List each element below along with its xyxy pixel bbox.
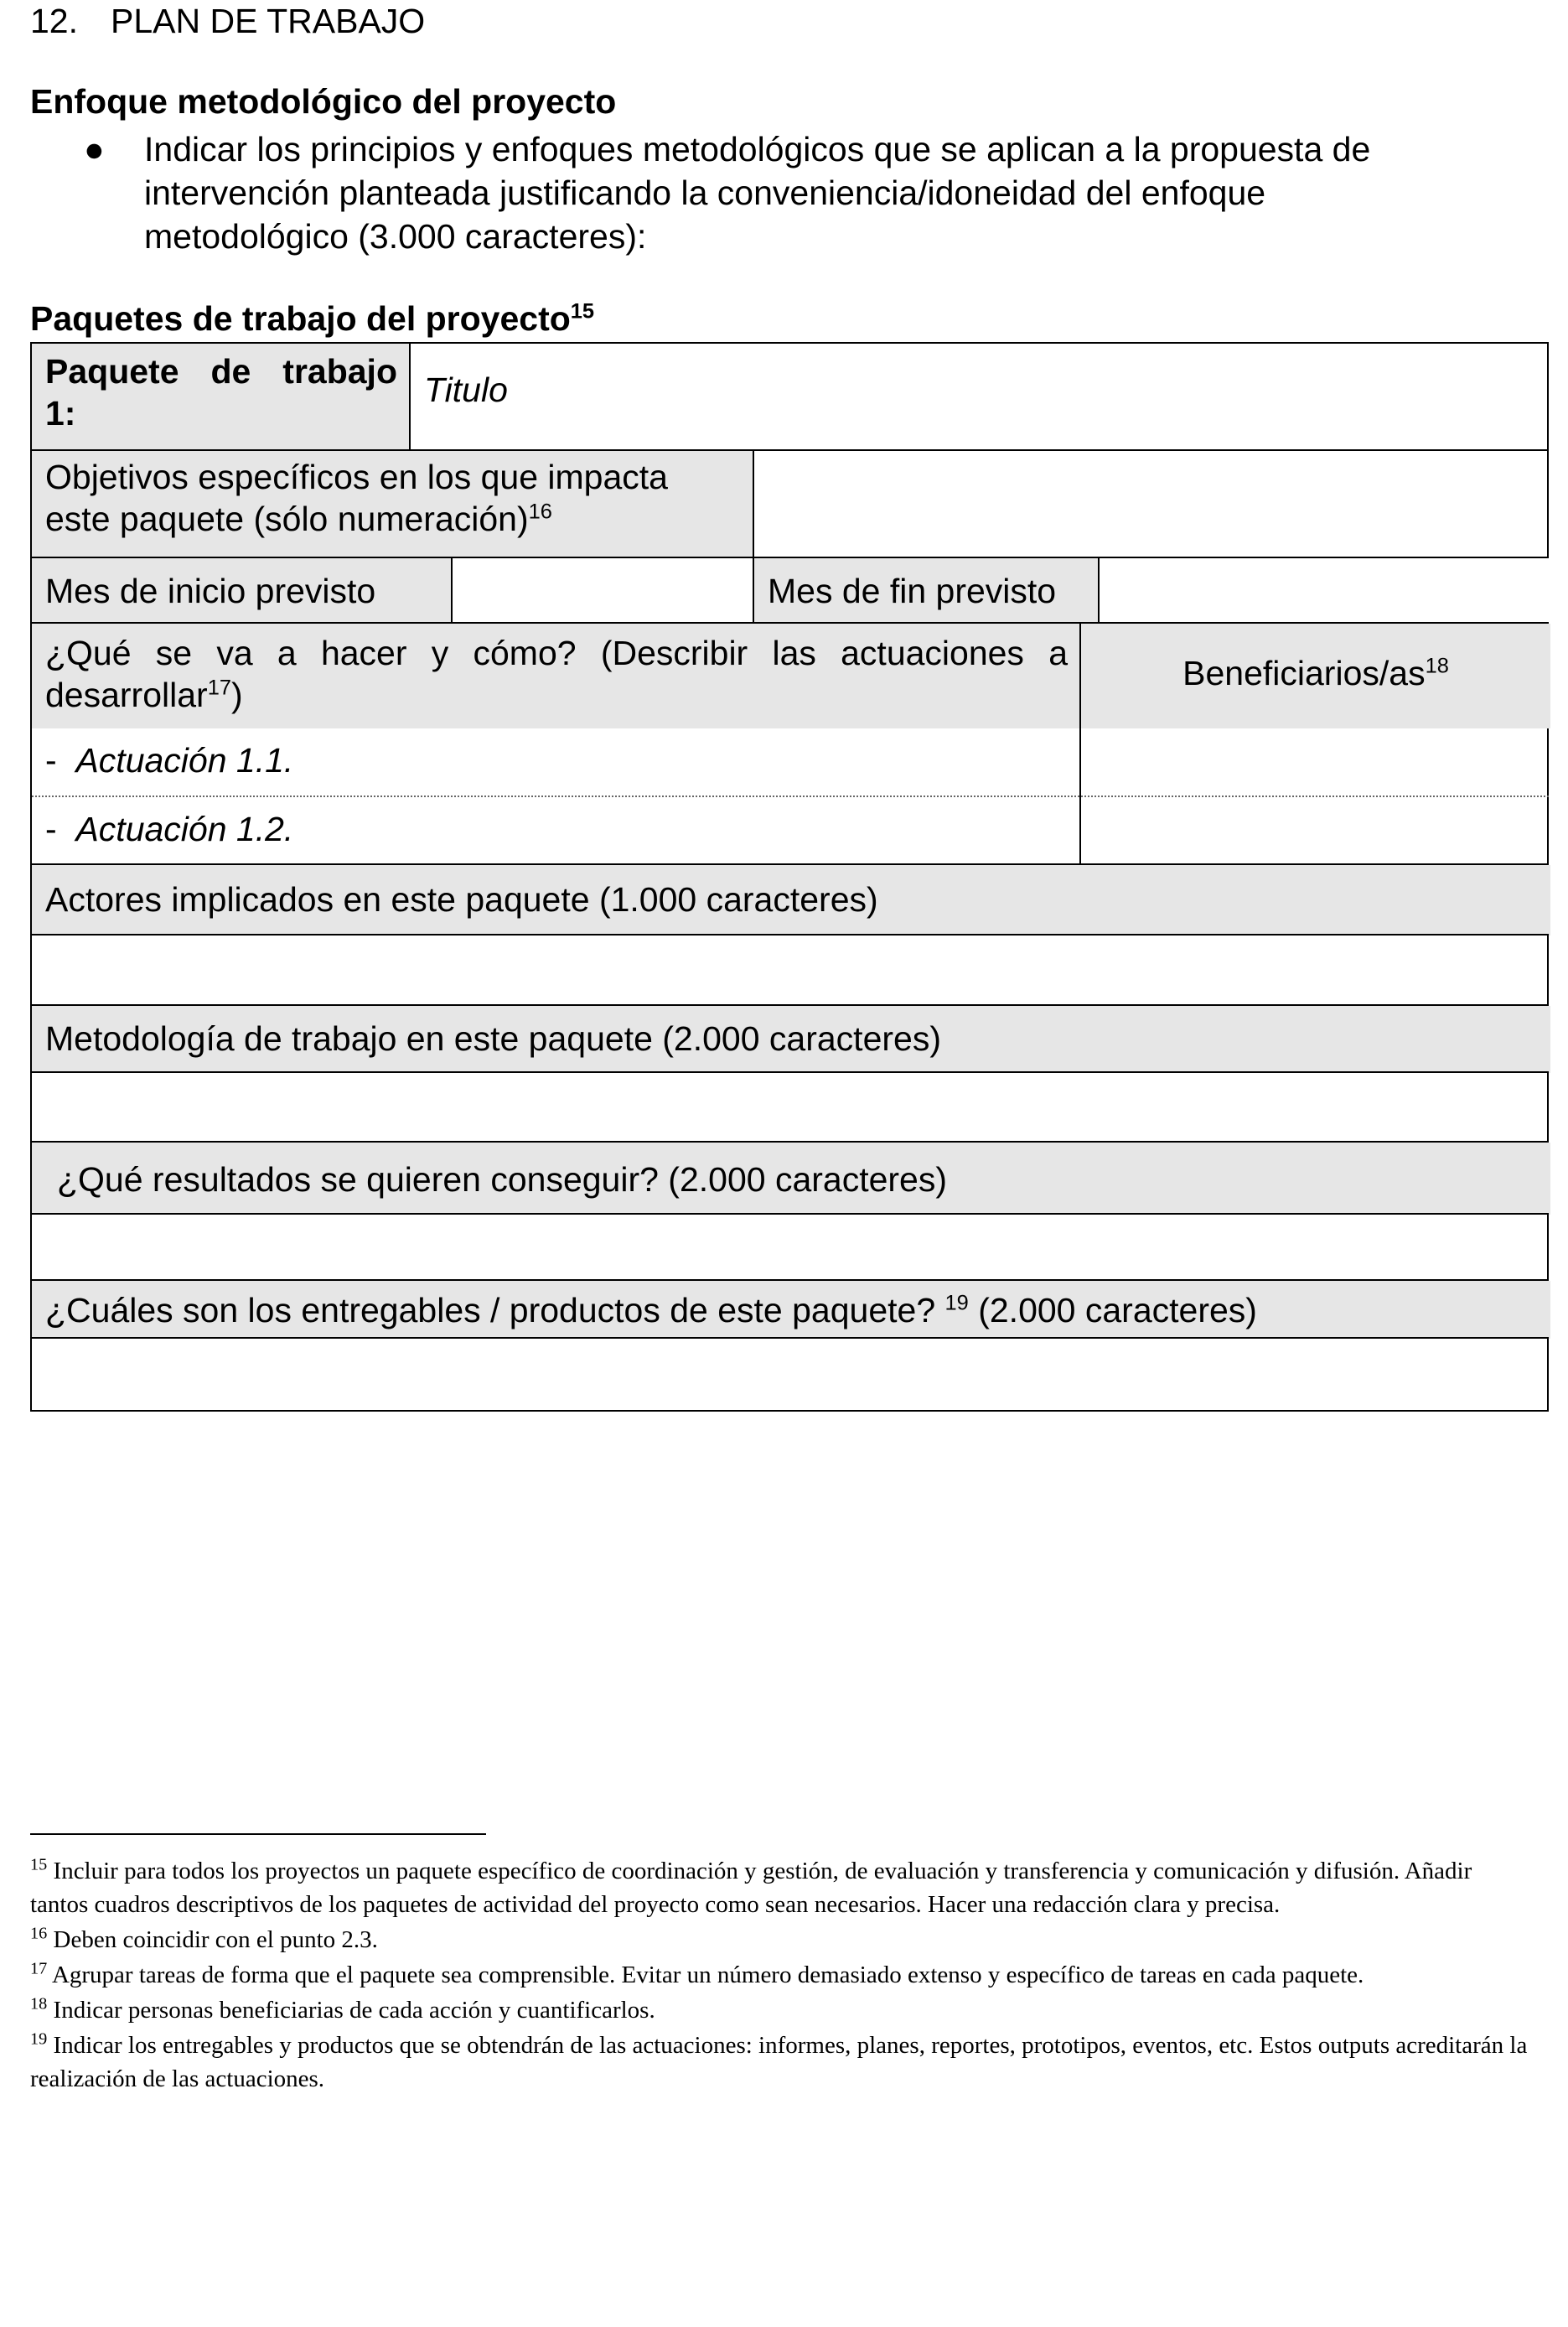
bullet-line: Indicar los principios y enfoques metodológicos que se aplican a la propuesta de (144, 130, 1371, 168)
deliverables-text: ¿Cuáles son los entregables / productos de este paquete? (45, 1291, 936, 1329)
footnote-18 (30, 1993, 1530, 2027)
action-label: Actuación 1.1. (75, 741, 294, 780)
footnotes (30, 1854, 1530, 2097)
table-rule (753, 558, 754, 624)
footnote-19 (30, 2029, 1530, 2096)
table-rule (753, 451, 754, 558)
package-title-field[interactable]: Titulo (424, 371, 508, 409)
footnote-16 (30, 1923, 1530, 1956)
packages-heading (30, 298, 594, 339)
bullet-line: intervención planteada justificando la conveniencia/idoneidad del enfoque (144, 174, 1266, 212)
action-row[interactable] (32, 739, 1081, 790)
footnote-number: 15 (30, 1855, 48, 1874)
table-rule (32, 1279, 1549, 1281)
actors-input[interactable] (32, 935, 1550, 1006)
footnote-17 (30, 1958, 1530, 1992)
start-month-input[interactable] (453, 558, 753, 624)
objectives-label (32, 456, 754, 557)
methodology-bullet-text (144, 127, 1568, 258)
package-number-label (32, 350, 411, 451)
deliverables-input[interactable] (32, 1339, 1550, 1412)
action-dash: - (45, 810, 57, 848)
start-month-label: Mes de inicio previsto (45, 572, 376, 610)
table-rule (32, 622, 1549, 624)
results-input[interactable] (32, 1215, 1550, 1281)
table-rule (32, 1141, 1549, 1143)
objectives-input[interactable] (754, 451, 1550, 558)
table-rule-dotted (32, 796, 1549, 797)
footnote-ref: 15 (570, 299, 595, 324)
footnote-text: Indicar los entregables y productos que se obtendrán de las actuaciones: informes, planes, reportes, prototipos, eventos, etc. Estos outputs acreditarán la realización de las actuaciones. (30, 2032, 1528, 2092)
table-rule (32, 934, 1549, 935)
beneficiaries-label (1081, 652, 1550, 702)
table-rule (32, 1071, 1549, 1073)
action-label: Actuación 1.2. (75, 810, 294, 848)
deliverables-label (32, 1289, 1550, 1336)
table-rule (1079, 624, 1081, 865)
activities-line1: ¿Qué se va a hacer y cómo? (Describir las actuaciones a (45, 634, 1068, 672)
activities-line2-close: ) (230, 676, 243, 714)
package-label-line1: Paquete de trabajo (45, 352, 397, 391)
footnote-ref: 19 (944, 1291, 969, 1315)
footnote-number: 17 (30, 1959, 48, 1978)
footnote-text: Incluir para todos los proyectos un paquete específico de coordinación y gestión, de evaluación y transferencia y comunicación y difusión. Añadir tantos cuadros descriptivos de los paquetes de actividad del proyecto como sean necesarios. Hacer una redacción clara y precisa. (30, 1858, 1472, 1918)
table-rule (32, 863, 1549, 865)
table-rule (32, 557, 1549, 558)
bullet-line: metodológico (3.000 caracteres): (144, 217, 647, 256)
package-label-line2: 1: (45, 394, 76, 433)
beneficiaries-text: Beneficiarios/as (1182, 654, 1426, 692)
table-rule (1098, 558, 1100, 624)
results-label: ¿Qué resultados se quieren conseguir? (2.000 caracteres) (57, 1160, 948, 1199)
objectives-line1: Objetivos específicos en los que impacta (45, 458, 668, 496)
methodology-input[interactable] (32, 1073, 1550, 1143)
table-rule (32, 1004, 1549, 1006)
section-heading (30, 0, 425, 42)
table-rule (409, 344, 411, 451)
action-beneficiaries-input[interactable] (1081, 797, 1550, 865)
table-rule (451, 558, 453, 624)
methodology-label: Metodología de trabajo en este paquete (2.000 caracteres) (45, 1019, 941, 1058)
methodology-heading: Enfoque metodológico del proyecto (30, 82, 617, 121)
action-row[interactable] (32, 808, 1081, 858)
deliverables-limit: (2.000 caracteres) (978, 1291, 1257, 1329)
footnote-text: Agrupar tareas de forma que el paquete sea comprensible. Evitar un número demasiado extenso y específico de tareas en cada paquete. (51, 1962, 1364, 1988)
end-month-input[interactable] (1100, 558, 1550, 624)
footnote-15 (30, 1854, 1530, 1921)
footnote-number: 19 (30, 2029, 48, 2049)
footnote-ref: 17 (207, 676, 231, 700)
action-dash: - (45, 741, 57, 780)
activities-description-label (32, 632, 1081, 724)
table-rule (32, 1213, 1549, 1215)
footnote-text: Indicar personas beneficiarias de cada acción y cuantificarlos. (53, 1997, 655, 2024)
table-rule (32, 449, 1549, 451)
work-package-table (30, 342, 1549, 1412)
actors-label: Actores implicados en este paquete (1.000 caracteres) (45, 880, 878, 919)
section-number: 12. (30, 2, 78, 40)
action-beneficiaries-input[interactable] (1081, 728, 1550, 797)
table-rule (32, 1337, 1549, 1339)
footnote-separator (30, 1833, 486, 1835)
footnote-number: 16 (30, 1924, 48, 1943)
footnote-number: 18 (30, 1994, 48, 2013)
footnote-text: Deben coincidir con el punto 2.3. (53, 1926, 378, 1953)
bullet-dot-icon: ● (84, 130, 105, 168)
section-title: PLAN DE TRABAJO (111, 2, 426, 40)
packages-heading-text: Paquetes de trabajo del proyecto (30, 299, 571, 338)
objectives-line2: este paquete (sólo numeración) (45, 500, 529, 538)
footnote-ref: 16 (528, 500, 552, 524)
activities-line2: desarrollar (45, 676, 208, 714)
footnote-ref: 18 (1425, 654, 1449, 678)
end-month-label: Mes de fin previsto (768, 572, 1057, 610)
